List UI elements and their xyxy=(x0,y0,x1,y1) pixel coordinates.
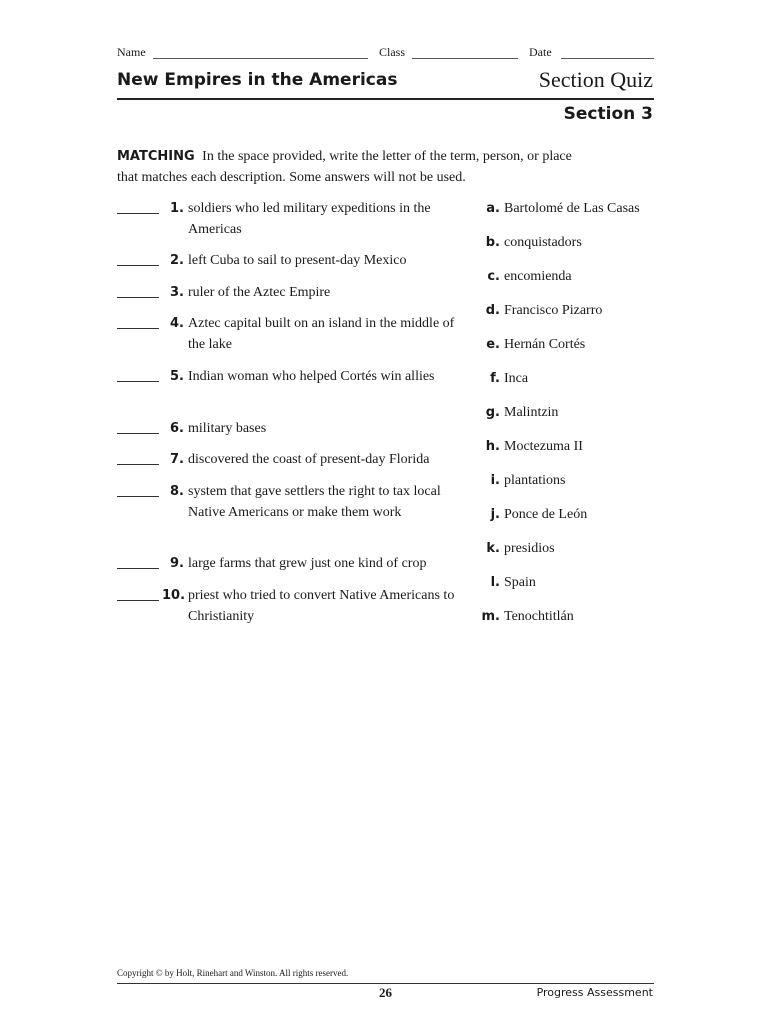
choice-letter: g. xyxy=(485,405,500,420)
page-number: 26 xyxy=(379,985,392,1000)
choice-text: conquistadors xyxy=(504,235,582,250)
choice-letter: m. xyxy=(481,609,500,624)
choice-text: Spain xyxy=(504,575,536,590)
choice-letter: c. xyxy=(487,269,500,284)
footer-label: Progress Assessment xyxy=(536,986,653,999)
question-number: 6. xyxy=(170,421,184,436)
choice-letter: e. xyxy=(486,337,500,352)
choice-letter: l. xyxy=(490,575,500,590)
choice-letter: d. xyxy=(485,303,500,318)
choice-item xyxy=(480,538,670,559)
answer-blank[interactable] xyxy=(117,381,159,382)
answer-blank[interactable] xyxy=(117,568,159,569)
choice-text: Inca xyxy=(504,371,529,386)
question-text: large farms that grew just one kind of crop xyxy=(188,556,427,571)
answer-blank[interactable] xyxy=(117,328,159,329)
answer-blank[interactable] xyxy=(117,213,159,214)
answer-blank[interactable] xyxy=(117,265,159,266)
question-number: 9. xyxy=(170,556,184,571)
choice-item xyxy=(480,470,670,491)
choice-item xyxy=(480,606,670,627)
choice-letter: a. xyxy=(486,201,500,216)
choice-item xyxy=(480,368,670,389)
choice-letter: h. xyxy=(485,439,500,454)
question-text: priest who tried to convert Native Americans to Christianity xyxy=(188,588,455,624)
instructions xyxy=(117,146,587,188)
question-number: 7. xyxy=(170,452,184,467)
choice-item xyxy=(480,436,670,457)
section-label: Section 3 xyxy=(563,104,653,124)
choice-text: Bartolomé de Las Casas xyxy=(504,201,640,216)
class-field[interactable] xyxy=(412,58,518,59)
choice-item xyxy=(480,232,670,253)
choice-text: Francisco Pizarro xyxy=(504,303,603,318)
choice-text: Ponce de León xyxy=(504,507,588,522)
question-text: military bases xyxy=(188,421,267,436)
footer-divider xyxy=(117,983,654,984)
header-divider xyxy=(117,98,654,100)
instructions-text: In the space provided, write the letter of the term, person, or place that matches each description. Some answers will not be used. xyxy=(117,149,572,185)
choice-item xyxy=(480,300,670,321)
date-label: Date xyxy=(529,45,552,59)
choice-item xyxy=(480,266,670,287)
choice-text: presidios xyxy=(504,541,555,556)
question-text: system that gave settlers the right to tax local Native Americans or make them work xyxy=(188,484,441,520)
question-number: 3. xyxy=(170,285,184,300)
instructions-label: MATCHING xyxy=(117,149,195,164)
answer-blank[interactable] xyxy=(117,433,159,434)
name-label: Name xyxy=(117,45,146,59)
choice-text: Moctezuma II xyxy=(504,439,583,454)
choice-letter: j. xyxy=(490,507,500,522)
date-field[interactable] xyxy=(561,58,654,59)
question-number: 1. xyxy=(170,201,184,216)
question-number: 8. xyxy=(170,484,184,499)
class-label: Class xyxy=(379,45,406,59)
choice-text: Hernán Cortés xyxy=(504,337,586,352)
quiz-label: Section Quiz xyxy=(538,67,653,92)
question-text: discovered the coast of present-day Florida xyxy=(188,452,430,467)
question-number: 4. xyxy=(170,316,184,331)
choice-letter: f. xyxy=(490,371,500,386)
answer-blank[interactable] xyxy=(117,496,159,497)
choice-letter: k. xyxy=(486,541,500,556)
question-number: 5. xyxy=(170,369,184,384)
choice-item xyxy=(480,504,670,525)
choice-text: encomienda xyxy=(504,269,572,284)
question-text: ruler of the Aztec Empire xyxy=(188,285,331,300)
question-number: 2. xyxy=(170,253,184,268)
answer-blank[interactable] xyxy=(117,297,159,298)
question-number: 10. xyxy=(162,588,186,603)
answer-blank[interactable] xyxy=(117,600,159,601)
name-field[interactable] xyxy=(153,58,368,59)
choice-letter: b. xyxy=(485,235,500,250)
question-text: left Cuba to sail to present-day Mexico xyxy=(188,253,407,268)
choice-item xyxy=(480,198,670,219)
choice-text: Malintzin xyxy=(504,405,559,420)
choice-item xyxy=(480,572,670,593)
question-text: Aztec capital built on an island in the middle of the lake xyxy=(188,316,455,352)
page-title: New Empires in the Americas xyxy=(117,70,398,90)
question-text: soldiers who led military expeditions in the Americas xyxy=(188,201,431,237)
question-text: Indian woman who helped Cortés win allies xyxy=(188,369,435,384)
copyright-notice: Copyright © by Holt, Rinehart and Winston. All rights reserved. xyxy=(117,968,349,978)
choice-item xyxy=(480,402,670,423)
choice-text: Tenochtitlán xyxy=(504,609,574,624)
choice-item xyxy=(480,334,670,355)
answer-blank[interactable] xyxy=(117,464,159,465)
choice-text: plantations xyxy=(504,473,566,488)
choice-letter: i. xyxy=(490,473,500,488)
